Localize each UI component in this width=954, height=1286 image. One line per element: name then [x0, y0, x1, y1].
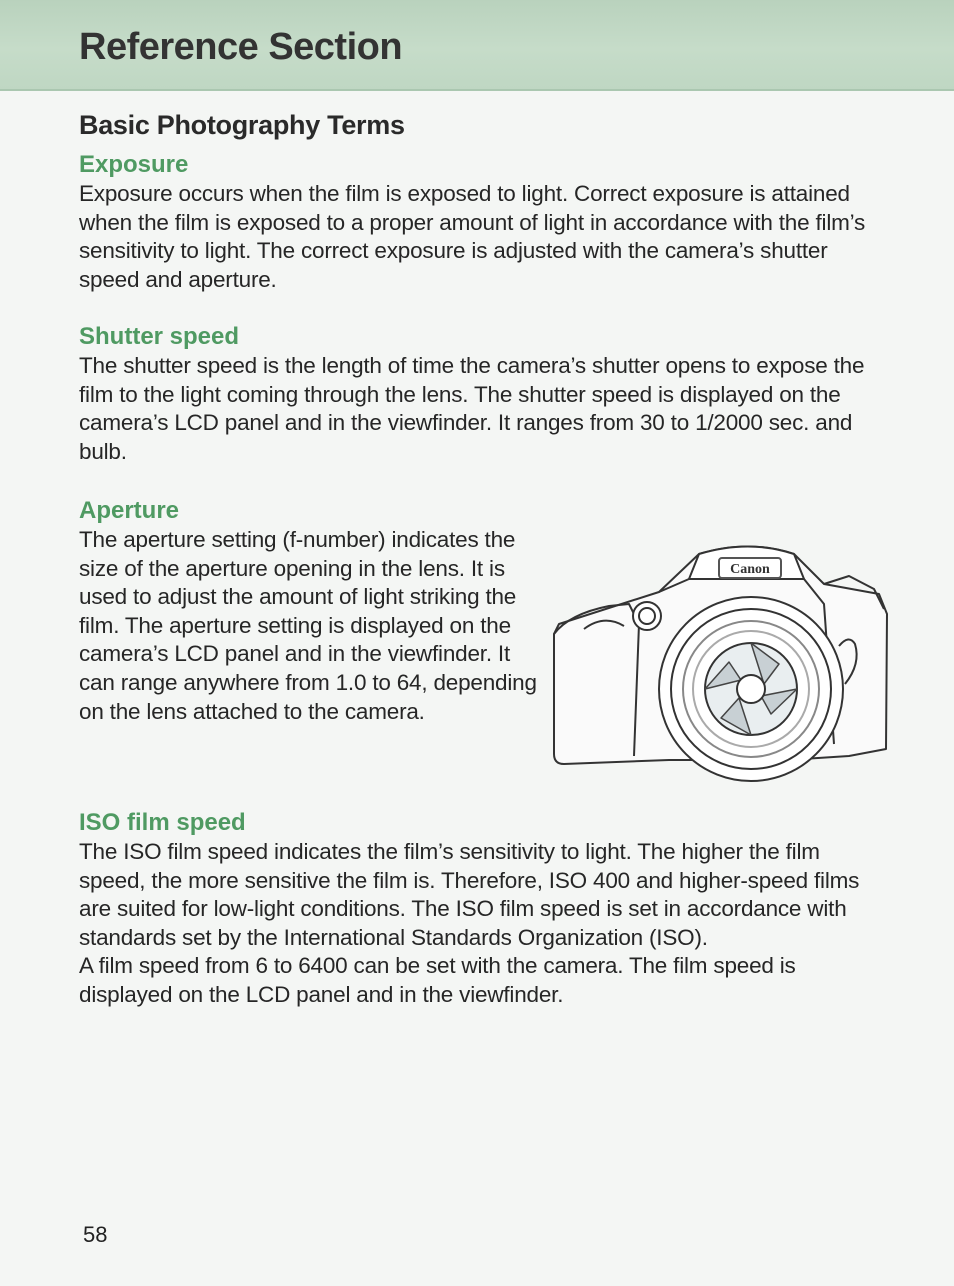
- iso-body-2: A film speed from 6 to 6400 can be set with the camera. The film speed is displayed on the LCD panel and in the viewfinder.: [79, 953, 796, 1007]
- iso-body-1: The ISO film speed indicates the film’s sensitivity to light. The higher the film speed, the more sensitive the film is. Therefore, ISO 400 and higher-speed films are suited for low-light conditions. The ISO film speed is set in accordance with standards set by the International Standards Organization (ISO).: [79, 839, 860, 950]
- shutter-speed-section: [79, 322, 889, 466]
- page-number: 58: [83, 1222, 108, 1247]
- aperture-heading: Aperture: [79, 497, 180, 524]
- aperture-body: The aperture setting (f-number) indicates the size of the aperture opening in the lens. It is used to adjust the amount of light striking the film. The aperture setting is displayed on the camera’s LCD panel and in the viewfinder. It can range anywhere from 1.0 to 64, depending on the lens attached to the camera.: [79, 527, 537, 724]
- exposure-section: [79, 150, 889, 294]
- page-title: Reference Section: [79, 26, 403, 68]
- exposure-body: Exposure occurs when the film is exposed to light. Correct exposure is attained when the film is exposed to a proper amount of light in accordance with the film’s sensitivity to light. The correct exposure is adjusted with the camera’s shutter speed and aperture.: [79, 181, 866, 292]
- iso-section: [79, 808, 889, 1010]
- camera-icon: [549, 534, 899, 790]
- iso-heading: ISO film speed: [79, 809, 246, 836]
- section-title: Basic Photography Terms: [79, 110, 405, 140]
- camera-brand-label: Canon: [730, 562, 770, 577]
- main-content: [79, 110, 889, 1007]
- exposure-heading: Exposure: [79, 151, 189, 178]
- shutter-speed-heading: Shutter speed: [79, 323, 240, 350]
- shutter-speed-body: The shutter speed is the length of time the camera’s shutter opens to expose the film to the light coming through the lens. The shutter speed is displayed on the camera’s LCD panel and in the viewfinder. It ranges from 30 to 1/2000 sec. and bulb.: [79, 353, 865, 464]
- aperture-section: [79, 496, 539, 726]
